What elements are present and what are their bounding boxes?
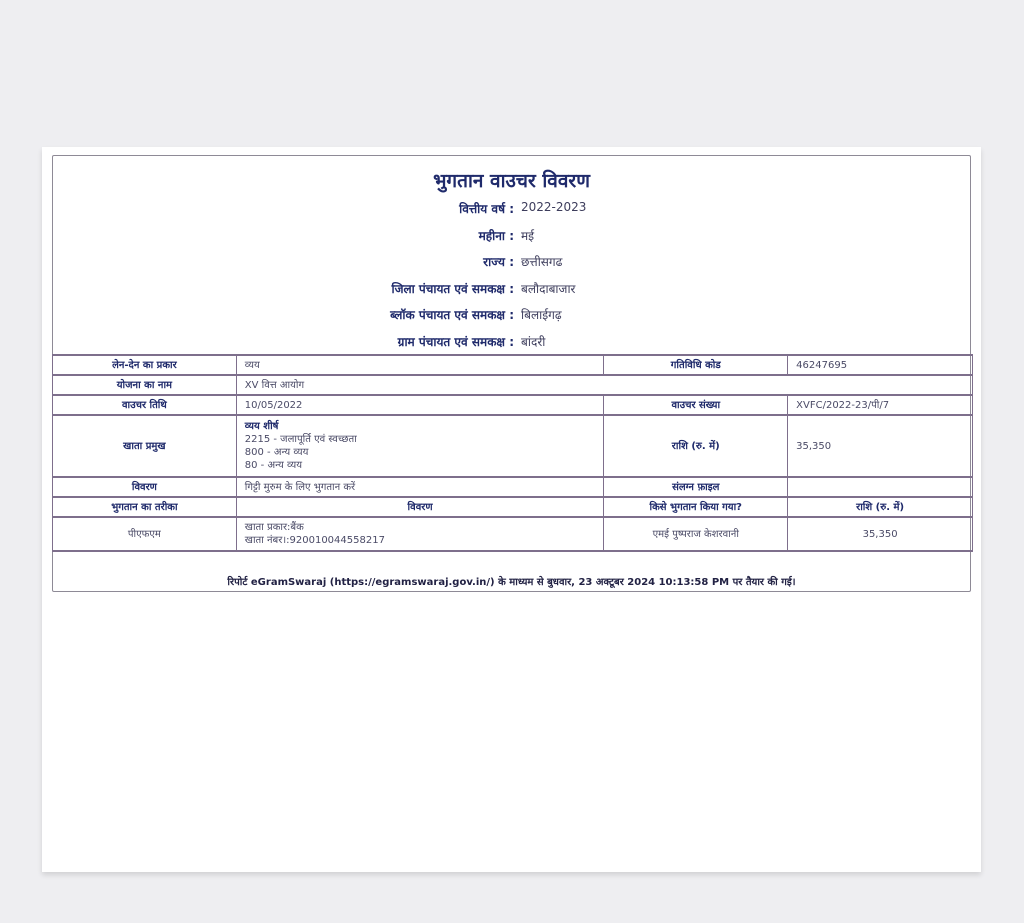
table-row-scheme-name — [53, 375, 973, 395]
meta-value: बिलाईगढ़ — [521, 308, 562, 322]
meta-label: ब्लॉक पंचायत एवं समकक्ष : — [390, 308, 514, 322]
scheme-name-label: योजना का नाम — [53, 375, 237, 395]
amount-label: राशि (रु. में) — [604, 415, 788, 477]
transaction-type-label: लेन-देन का प्रकार — [53, 355, 237, 375]
account-head-label: खाता प्रमुख — [53, 415, 237, 477]
meta-state — [53, 253, 972, 273]
meta-district-panchayat — [53, 280, 972, 300]
meta-label: महीना : — [478, 229, 514, 243]
account-type: खाता प्रकार:बैंक — [244, 522, 304, 533]
meta-label: वित्तीय वर्ष : — [459, 202, 514, 216]
expense-head-subheading: व्यय शीर्ष — [244, 421, 279, 432]
attachment-label: संलग्न फ़ाइल — [604, 477, 788, 497]
report-footer: रिपोर्ट eGramSwaraj (https://egramswaraj.gov.in/) के माध्यम से बुधवार, 23 अक्टूबर 2024 10:13:58 PM पर तैयार की गई। — [227, 577, 796, 588]
payment-row — [53, 517, 973, 551]
table-row-voucher-date — [53, 395, 973, 415]
transaction-type-value: व्यय — [236, 355, 604, 375]
payment-details-value — [236, 517, 604, 551]
voucher-number-value: XVFC/2022-23/पी/7 — [788, 395, 973, 415]
payee-header: किसे भुगतान किया गया? — [604, 497, 788, 517]
report-title: भुगतान वाउचर विवरण — [433, 170, 590, 192]
payment-method-header: भुगतान का तरीका — [53, 497, 237, 517]
payment-details-header: विवरण — [236, 497, 604, 517]
meta-label: राज्य : — [483, 255, 514, 269]
account-head-value — [236, 415, 604, 477]
meta-gram-panchayat — [53, 333, 972, 353]
voucher-date-label: वाउचर तिथि — [53, 395, 237, 415]
table-row-transaction-type — [53, 355, 973, 375]
payment-header-row — [53, 497, 973, 517]
meta-financial-year — [53, 200, 972, 220]
attachment-value — [788, 477, 973, 497]
meta-value: मई — [521, 229, 535, 243]
voucher-number-label: वाउचर संख्या — [604, 395, 788, 415]
payment-amount-header: राशि (रु. में) — [788, 497, 973, 517]
account-head-line: 800 - अन्य व्यय — [244, 447, 309, 458]
table-row-description — [53, 477, 973, 497]
voucher-table — [52, 354, 973, 552]
meta-value: 2022-2023 — [521, 200, 587, 214]
activity-code-value: 46247695 — [788, 355, 973, 375]
table-row-account-head — [53, 415, 973, 477]
report-sheet — [42, 147, 981, 872]
description-value: गिट्टी मुरुम के लिए भुगतान करें — [236, 477, 604, 497]
scheme-name-value: XV वित्त आयोग — [236, 375, 972, 395]
payment-amount-value: 35,350 — [788, 517, 973, 551]
payee-value: एमई पुष्पराज केशरवानी — [604, 517, 788, 551]
meta-label: जिला पंचायत एवं समकक्ष : — [391, 282, 514, 296]
meta-value: छत्तीसगढ — [521, 255, 563, 269]
account-head-line: 2215 - जलापूर्ति एवं स्वच्छता — [244, 434, 357, 445]
meta-value: बांदरी — [521, 335, 546, 349]
voucher-report — [52, 155, 971, 592]
meta-value: बलौदाबाजार — [521, 282, 576, 296]
description-label: विवरण — [53, 477, 237, 497]
account-number: खाता नंबर।:920010044558217 — [244, 535, 385, 546]
activity-code-label: गतिविधि कोड — [604, 355, 788, 375]
meta-month — [53, 227, 972, 247]
payment-method-value: पीएफएम — [53, 517, 237, 551]
meta-label: ग्राम पंचायत एवं समकक्ष : — [397, 335, 514, 349]
amount-value: 35,350 — [788, 415, 973, 477]
meta-block-panchayat — [53, 306, 972, 326]
voucher-date-value: 10/05/2022 — [236, 395, 604, 415]
account-head-line: 80 - अन्य व्यय — [244, 460, 303, 471]
